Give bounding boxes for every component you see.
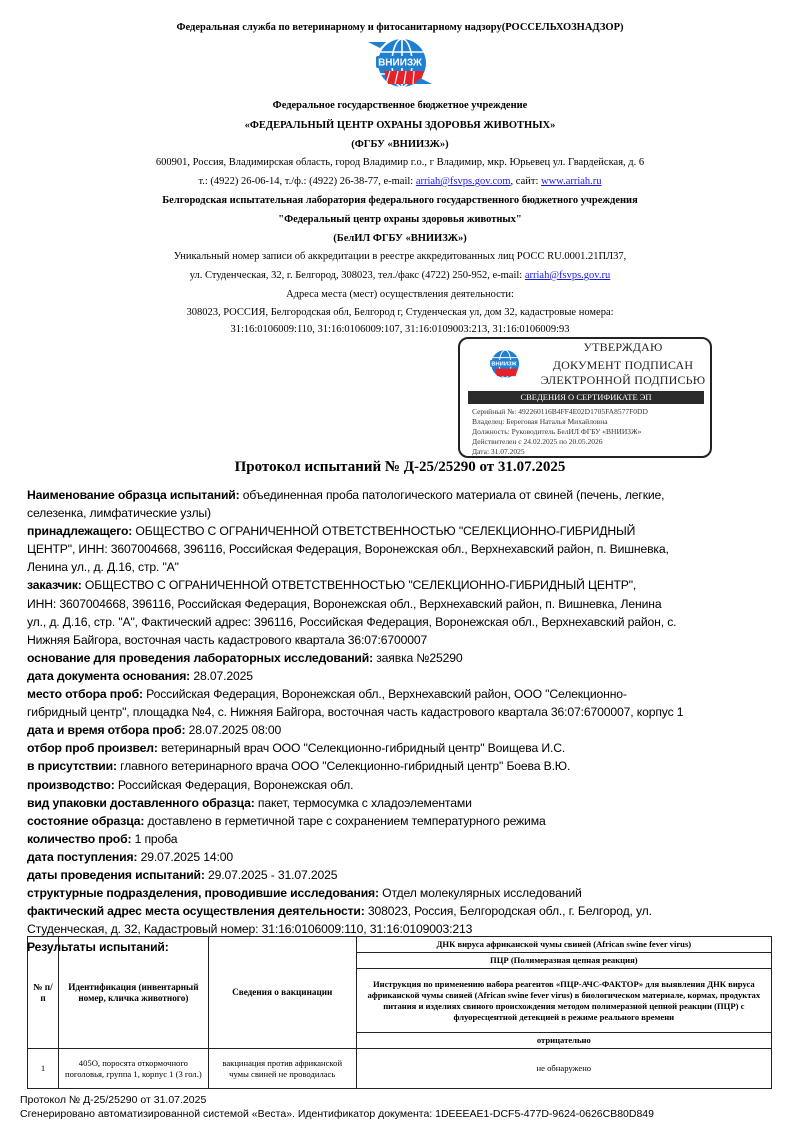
- cell-identification: 405О, поросята откормочного поголовья, группа 1, корпус 1 (3 гол.): [58, 1049, 208, 1089]
- field-sample-condition: [27, 812, 777, 830]
- field-sampled-by: [27, 739, 777, 757]
- field-departments: [27, 884, 777, 902]
- stamp-signed-2: ЭЛЕКТРОННОЙ ПОДПИСЬЮ: [540, 373, 706, 387]
- field-label: отбор проб произвел:: [27, 741, 158, 756]
- field-value: главного ветеринарного врача ООО "Селекционно-гибридный центр" Боева В.Ю.: [116, 759, 571, 774]
- field-actual-address: [27, 902, 777, 938]
- field-value: заявка №25290: [373, 650, 463, 665]
- stamp-owner: Владелец: Береговая Наталья Михайловна: [472, 417, 608, 426]
- field-label: фактический адрес места осуществления деятельности:: [27, 904, 365, 919]
- lab-contacts: [0, 270, 800, 281]
- field-label: место отбора проб:: [27, 687, 143, 702]
- field-label: производство:: [27, 777, 115, 792]
- email-link[interactable]: arriah@fsvps.gov.com: [415, 176, 511, 187]
- field-value: гибридный центр", площадка №4, с. Нижняя Байгора, восточная часть кадастрового квартала 36:07:6700007, корпус 1: [27, 705, 684, 720]
- field-value: ОБЩЕСТВО С ОГРАНИЧЕННОЙ ОТВЕТСТВЕННОСТЬЮ "СЕЛЕКЦИОННО-ГИБРИДНЫЙ: [132, 524, 636, 539]
- field-label: дата документа основания:: [27, 668, 191, 683]
- field-value: 28.07.2025 08:00: [185, 723, 282, 738]
- institution-address: 600901, Россия, Владимирская область, город Владимир г.о., г Владимир, мкр. Юрьевец ул. Гвардейская, д. 6: [155, 157, 645, 168]
- field-value: Нижняя Байгора, восточная часть кадастрового квартала 36:07:6700007: [27, 632, 428, 647]
- institution-name: «ФЕДЕРАЛЬНЫЙ ЦЕНТР ОХРАНЫ ЗДОРОВЬЯ ЖИВОТНЫХ»: [244, 120, 556, 131]
- col-header-number: № п/п: [28, 937, 59, 1049]
- contacts-text: т.: (4922) 26-06-14, т./ф.: (4922) 26-38-77, e-mail:: [198, 176, 416, 187]
- field-value: ветеринарный врач ООО "Селекционно-гибридный центр" Воищева И.С.: [157, 741, 566, 756]
- field-value: Российская Федерация, Воронежская обл., Верхнехавский район, ООО "Селекционно-: [142, 687, 627, 702]
- field-label: состояние образца:: [27, 813, 145, 828]
- field-sample-name: [27, 486, 777, 522]
- field-value: 28.07.2025: [190, 668, 253, 683]
- field-basis-date: [27, 667, 777, 685]
- field-label: принадлежащего:: [27, 524, 133, 539]
- field-value: Ленина ул., д. Д.16, стр. "А": [27, 560, 179, 575]
- field-test-dates: [27, 866, 777, 884]
- footer-protocol-ref: Протокол № Д-25/25290 от 31.07.2025: [20, 1094, 207, 1106]
- lab-email-link[interactable]: arriah@fsvps.gov.ru: [524, 270, 611, 281]
- lab-contacts-text: ул. Студенческая, 32, г. Белгород, 308023, тел./факс (4722) 250-952, e-mail:: [189, 270, 525, 281]
- field-value: ЦЕНТР", ИНН: 3607004668, 396116, Российская Федерация, Воронежская обл., Верхнехавский район, п. Вишневка,: [27, 542, 669, 557]
- field-value: 1 проба: [131, 831, 178, 846]
- field-packaging: [27, 794, 777, 812]
- cell-number: 1: [28, 1049, 59, 1089]
- field-label: в присутствии:: [27, 759, 117, 774]
- cell-result: не обнаружено: [356, 1049, 771, 1089]
- field-owner: [27, 522, 777, 576]
- footer-generated: Сгенерировано автоматизированной системой «Веста». Идентификатор документа: 1DEEEAE1-DCF5-477D-9624-0626CB80D849: [20, 1108, 654, 1120]
- field-value: 308023, Россия, Белгородская обл., г. Белгород, ул.: [364, 904, 652, 919]
- col-header-target: ДНК вируса африканской чумы свиней (African swine fever virus): [356, 937, 771, 953]
- lab-name: Белгородская испытательная лаборатория федерального государственного бюджетного учреждения: [162, 195, 638, 206]
- col-header-identification: Идентификация (инвентарный номер, кличка животного): [58, 937, 208, 1049]
- cell-vaccination: вакцинация против африканской чумы свиней не проводилась: [208, 1049, 356, 1089]
- stamp-serial: Серийный №: 492260116B4FF4E02D1705FA8577F0DD: [472, 407, 648, 416]
- field-label: структурные подразделения, проводившие исследования:: [27, 886, 379, 901]
- stamp-cert-bar: СВЕДЕНИЯ О СЕРТИФИКАТЕ ЭП: [468, 391, 704, 404]
- protocol-fields: [27, 486, 777, 956]
- field-label: Результаты испытаний:: [27, 940, 169, 955]
- stamp-valid: Действителен с 24.02.2025 по 20.05.2026: [472, 437, 603, 446]
- stamp-approve: УТВЕРЖДАЮ: [583, 340, 663, 354]
- stamp-position: Должность: Руководитель БелИЛ ФГБУ «ВНИИЗЖ»: [472, 427, 642, 436]
- institution-type: Федеральное государственное бюджетное учреждение: [272, 100, 528, 111]
- col-header-norm: отрицательно: [356, 1033, 771, 1049]
- lab-center: "Федеральный центр охраны здоровья животных": [278, 214, 522, 225]
- institution-short: (ФГБУ «ВНИИЗЖ»): [351, 139, 449, 150]
- field-label: количество проб:: [27, 831, 132, 846]
- field-value: Отдел молекулярных исследований: [378, 886, 582, 901]
- field-label: основание для проведения лабораторных исследований:: [27, 650, 373, 665]
- field-value: ОБЩЕСТВО С ОГРАНИЧЕННОЙ ОТВЕТСТВЕННОСТЬЮ "СЕЛЕКЦИОННО-ГИБРИДНЫЙ ЦЕНТР",: [81, 578, 637, 593]
- svg-text:ВНИИЗЖ: ВНИИЗЖ: [491, 361, 517, 368]
- field-label: вид упаковки доставленного образца:: [27, 795, 255, 810]
- field-label: заказчик:: [27, 578, 82, 593]
- site-prefix: , сайт:: [510, 176, 541, 187]
- results-table: [27, 936, 772, 1089]
- activity-label: Адреса места (мест) осуществления деятельности:: [286, 289, 514, 300]
- field-label: дата поступления:: [27, 849, 138, 864]
- field-in-presence: [27, 757, 777, 775]
- field-basis: [27, 649, 777, 667]
- field-label: дата и время отбора проб:: [27, 723, 186, 738]
- field-customer: [27, 576, 777, 648]
- col-header-instruction: Инструкция по применению набора реагентов «ПЦР-АЧС-ФАКТОР» для выявления ДНК вируса африканской чумы свиней (African swine fever virus) в биологическом материале, кормах, продуктах питания и изделиях свиного происхождения методом полимеразной цепной реакции (ПЦР) с флуоресцентной детекцией в режиме реального времени: [356, 969, 771, 1033]
- field-sample-count: [27, 830, 777, 848]
- site-link[interactable]: www.arriah.ru: [541, 176, 602, 187]
- col-header-method: ПЦР (Полимеразная цепная реакция): [356, 953, 771, 969]
- field-value: 29.07.2025 - 31.07.2025: [204, 867, 338, 882]
- vniizzh-logo-icon: [362, 34, 438, 92]
- field-value: Студенческая, д. 32, Кадастровый номер: 31:16:0106009:110, 31:16:0109003:213: [27, 922, 473, 937]
- agency-name: Федеральная служба по ветеринарному и фитосанитарному надзору(РОССЕЛЬХОЗНАДЗОР): [176, 22, 624, 33]
- accreditation: Уникальный номер записи об аккредитации в реестре аккредитованных лиц РОСС RU.0001.21ПЛ37,: [173, 251, 627, 262]
- field-label: Наименование образца испытаний:: [27, 488, 240, 502]
- field-value: ИНН: 3607004668, 396116, Российская Федерация, Воронежская обл., Верхнехавский район, п. Вишневка, Ленина: [27, 596, 662, 611]
- institution-contacts: [0, 176, 800, 187]
- activity-address: 308023, РОССИЯ, Белгородская обл, Белгород г, Студенческая ул, дом 32, кадастровые номера:: [186, 307, 614, 318]
- stamp-signed-1: ДОКУМЕНТ ПОДПИСАН: [552, 358, 694, 372]
- field-sampling-datetime: [27, 721, 777, 739]
- e-signature-stamp: [458, 337, 712, 458]
- lab-short: (БелИЛ ФГБУ «ВНИИЗЖ»): [333, 233, 467, 244]
- field-value: 29.07.2025 14:00: [137, 849, 234, 864]
- field-sampling-place: [27, 685, 777, 721]
- stamp-logo-icon: [482, 345, 526, 383]
- col-header-vaccination: Сведения о вакцинации: [208, 937, 356, 1049]
- field-value: пакет, термосумка с хладоэлементами: [254, 795, 472, 810]
- field-receipt-date: [27, 848, 777, 866]
- stamp-date: Дата: 31.07.2025: [472, 447, 525, 456]
- field-value: селезенка, лимфатические узлы): [27, 506, 211, 521]
- field-label: даты проведения испытаний:: [27, 867, 205, 882]
- field-value: объединенная проба патологического материала от свиней (печень, легкие,: [239, 488, 665, 502]
- field-production: [27, 776, 777, 794]
- field-value: доставлено в герметичной таре с сохранением температурного режима: [144, 813, 546, 828]
- cadastral-numbers: 31:16:0106009:110, 31:16:0106009:107, 31:16:0109003:213, 31:16:0106009:93: [230, 324, 570, 335]
- field-value: Российская Федерация, Воронежская обл.: [114, 777, 354, 792]
- svg-text:ВНИИЗЖ: ВНИИЗЖ: [378, 57, 422, 69]
- table-row: [28, 1049, 772, 1089]
- protocol-title: Протокол испытаний № Д-25/25290 от 31.07.2025: [234, 459, 566, 475]
- field-value: ул., д. Д.16, стр. "А", Фактический адрес: 396116, Российская Федерация, Воронежская обл., Верхнехавский район, с.: [27, 614, 677, 629]
